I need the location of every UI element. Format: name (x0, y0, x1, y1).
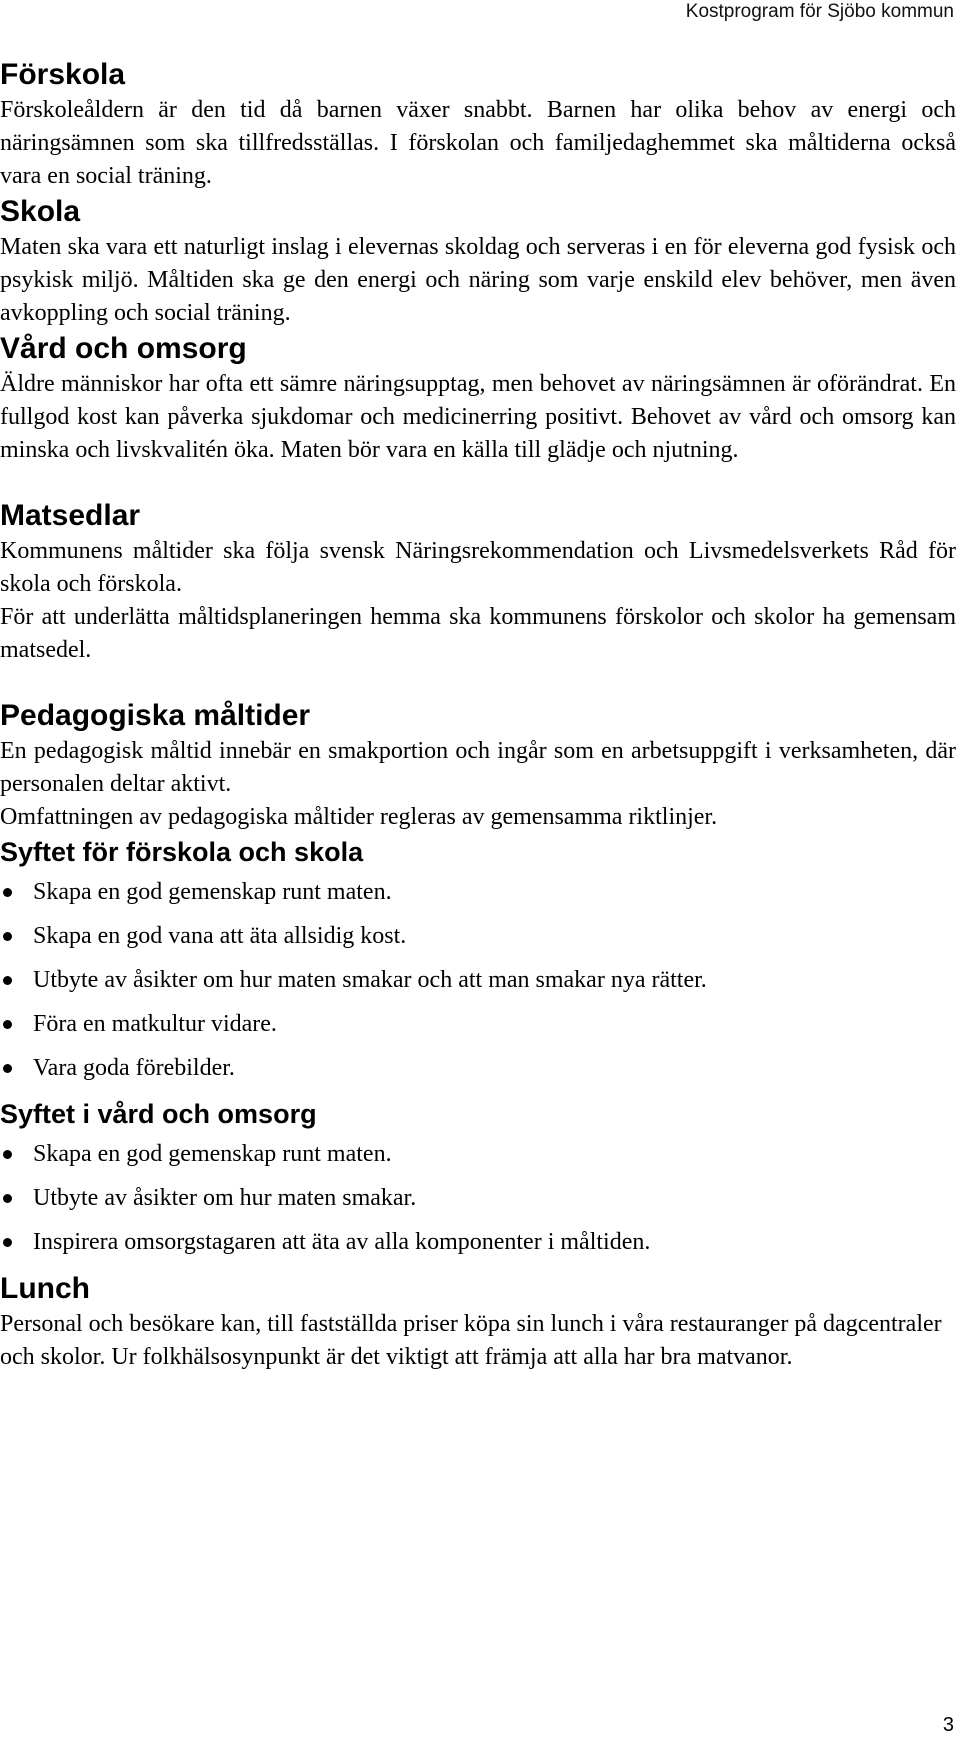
bullet-icon (3, 1238, 12, 1247)
bullet-icon (3, 1194, 12, 1203)
list-item (0, 1226, 956, 1259)
list-item (0, 876, 956, 909)
list-item (0, 1182, 956, 1215)
bullet-icon (3, 888, 12, 897)
list-item-text: Utbyte av åsikter om hur maten smakar. (33, 1185, 417, 1211)
bullet-icon (3, 1150, 12, 1159)
list-syftet-vard-omsorg (0, 1138, 956, 1259)
paragraph-skola: Maten ska vara ett naturligt inslag i elevernas skoldag och serveras i en för eleverna god fysisk och psykisk miljö. Måltiden ska ge den energi och näring som varje enskild elev behöver, men även avkoppling och social träning. (0, 234, 956, 326)
section-spacer (0, 667, 956, 697)
document-body (0, 56, 956, 1374)
list-item-text: Vara goda förebilder. (33, 1055, 235, 1081)
list-item-text: Skapa en god gemenskap runt maten. (33, 1141, 392, 1167)
list-item (0, 920, 956, 953)
heading-matsedlar: Matsedlar (0, 499, 141, 532)
list-syftet-forskola-skola (0, 876, 956, 1085)
list-item (0, 1052, 956, 1085)
heading-skola: Skola (0, 195, 81, 228)
paragraph-pedagogiska-1: En pedagogisk måltid innebär en smakportion och ingår som en arbetsuppgift i verksamheten, där personalen deltar aktivt. (0, 738, 956, 797)
list-item-text: Utbyte av åsikter om hur maten smakar och att man smakar nya rätter. (33, 967, 707, 993)
list-item-text: Föra en matkultur vidare. (33, 1011, 277, 1037)
list-item (0, 1138, 956, 1171)
bullet-icon (3, 976, 12, 985)
running-header: Kostprogram för Sjöbo kommun (685, 1, 954, 22)
list-item-text: Inspirera omsorgstagaren att äta av alla komponenter i måltiden. (33, 1229, 651, 1255)
list-item (0, 1008, 956, 1041)
bullet-icon (3, 932, 12, 941)
bullet-icon (3, 1064, 12, 1073)
page-number: 3 (942, 1714, 954, 1736)
paragraph-matsedlar-2: För att underlätta måltidsplaneringen hemma ska kommunens förskolor och skolor ha gemensam matsedel. (0, 604, 956, 663)
list-item (0, 964, 956, 997)
list-item-text: Skapa en god vana att äta allsidig kost. (33, 923, 407, 949)
heading-vard-och-omsorg: Vård och omsorg (0, 332, 247, 365)
list-item-text: Skapa en god gemenskap runt maten. (33, 879, 392, 905)
section-spacer (0, 467, 956, 497)
heading-forskola: Förskola (0, 58, 126, 91)
paragraph-vard-och-omsorg: Äldre människor har ofta ett sämre näringsupptag, men behovet av näringsämnen är oförändrat. En fullgod kost kan påverka sjukdomar och medicinerring positivt. Behovet av vård och omsorg kan minska och livskvalitén öka. Maten bör vara en källa till glädje och njutning. (0, 371, 956, 463)
paragraph-forskola: Förskoleåldern är den tid då barnen växer snabbt. Barnen har olika behov av energi och näringsämnen som ska tillfredsställas. I förskolan och familjedaghemmet ska måltiderna också vara en social träning. (0, 97, 956, 189)
paragraph-lunch: Personal och besökare kan, till fastställda priser köpa sin lunch i våra restauranger på dagcentraler och skolor. Ur folkhälsosynpunkt är det viktigt att främja att alla har bra matvanor. (0, 1311, 942, 1370)
paragraph-matsedlar-1: Kommunens måltider ska följa svensk Näringsrekommendation och Livsmedelsverkets Råd för skola och förskola. (0, 538, 956, 597)
heading-lunch: Lunch (0, 1272, 90, 1305)
heading-syftet-forskola-skola: Syftet för förskola och skola (0, 837, 364, 867)
paragraph-pedagogiska-2: Omfattningen av pedagogiska måltider regleras av gemensamma riktlinjer. (0, 804, 718, 830)
heading-pedagogiska-maltider: Pedagogiska måltider (0, 699, 311, 732)
heading-syftet-vard-omsorg: Syftet i vård och omsorg (0, 1099, 317, 1129)
bullet-icon (3, 1020, 12, 1029)
